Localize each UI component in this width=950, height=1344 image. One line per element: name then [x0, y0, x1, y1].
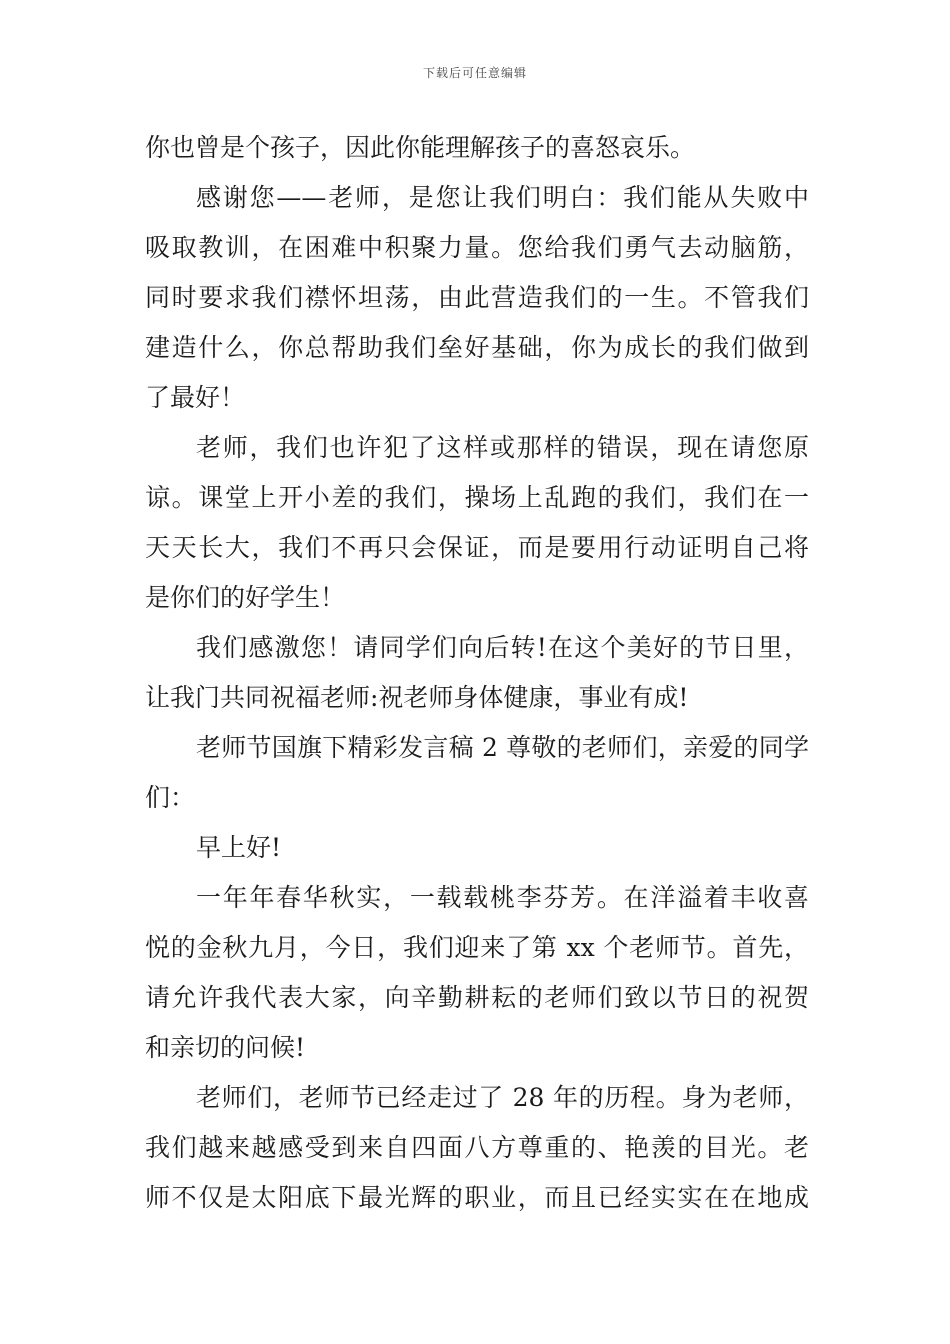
text-line: 请允许我代表大家，向辛勤耕耘的老师们致以节日的祝贺: [145, 983, 809, 1012]
text-line: 建造什么，你总帮助我们垒好基础，你为成长的我们做到: [145, 333, 809, 362]
text-line: 老师，我们也许犯了这样或那样的错误，现在请您原: [196, 433, 809, 462]
text-line: 你也曾是个孩子，因此你能理解孩子的喜怒哀乐。: [145, 133, 696, 162]
text-line: 让我门共同祝福老师:祝老师身体健康，事业有成!: [145, 683, 689, 712]
text-line: 和亲切的问候!: [145, 1033, 306, 1062]
document-body: [145, 123, 809, 1223]
text-line: 我们感激您！请同学们向后转!在这个美好的节日里，: [196, 633, 809, 662]
text-line: 早上好!: [196, 833, 282, 862]
text-line: 吸取教训，在困难中积聚力量。您给我们勇气去动脑筋，: [145, 233, 809, 262]
text-line: 同时要求我们襟怀坦荡，由此营造我们的一生。不管我们: [145, 283, 809, 312]
text-line: 是你们的好学生！: [145, 583, 346, 612]
text-line: 感谢您——老师，是您让我们明白：我们能从失败中: [196, 183, 809, 212]
text-line: 了最好！: [145, 383, 246, 412]
text-line: 谅。课堂上开小差的我们，操场上乱跑的我们，我们在一: [145, 483, 809, 512]
text-line: 师不仅是太阳底下最光辉的职业，而且已经实实在在地成: [145, 1183, 809, 1212]
text-line: 悦的金秋九月，今日，我们迎来了第 xx 个老师节。首先，: [145, 933, 809, 962]
text-line: 我们越来越感受到来自四面八方尊重的、艳羡的目光。老: [145, 1133, 809, 1162]
text-line: 一年年春华秋实，一载载桃李芬芳。在洋溢着丰收喜: [196, 883, 809, 912]
text-line: 老师们，老师节已经走过了 28 年的历程。身为老师，: [196, 1083, 809, 1112]
text-line: 老师节国旗下精彩发言稿 2 尊敬的老师们，亲爱的同学: [196, 733, 809, 762]
page-header-note: 下载后可任意编辑: [422, 66, 527, 80]
text-line: 天天长大，我们不再只会保证，而是要用行动证明自己将: [145, 533, 809, 562]
text-line: 们：: [145, 783, 196, 812]
